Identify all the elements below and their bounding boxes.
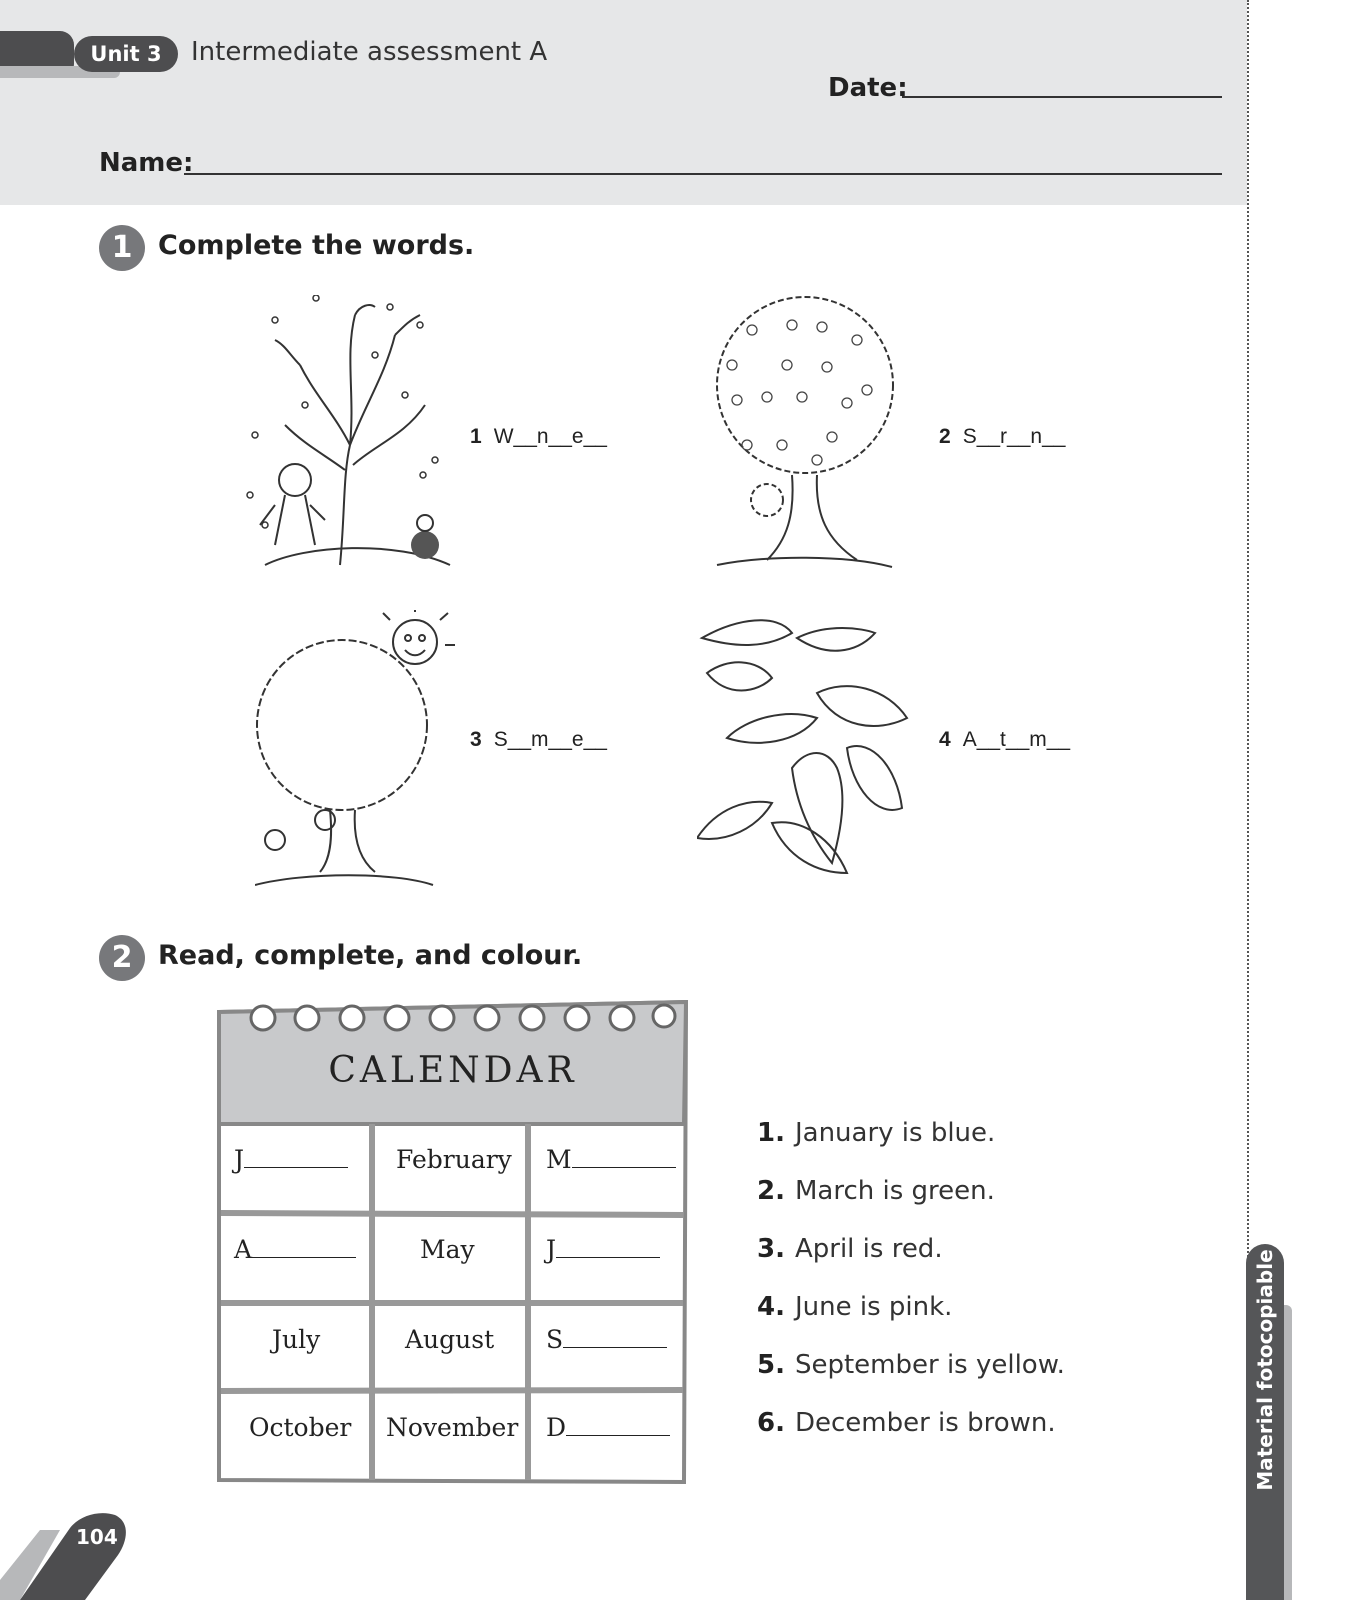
calendar-cell[interactable]: August	[405, 1325, 495, 1354]
word-item-2	[939, 425, 1065, 449]
word-item-text: S__r__n__	[962, 425, 1066, 448]
month-blank	[563, 1329, 667, 1348]
list-item-number: 4.	[757, 1292, 785, 1322]
autumn-leaves-icon	[697, 618, 912, 888]
calendar-cell[interactable]	[546, 1235, 660, 1264]
list-item-text: April is red.	[794, 1234, 943, 1264]
list-item-number: 1.	[757, 1118, 785, 1148]
month-letter: J	[546, 1235, 557, 1264]
exercise-2-number: 2	[99, 935, 145, 981]
exercise-1-instruction: Complete the words.	[158, 230, 475, 261]
list-item-text: December is brown.	[794, 1408, 1056, 1438]
spring-tree-icon	[707, 295, 907, 580]
summer-tree-icon	[255, 610, 455, 895]
word-item-text: A__t__m__	[962, 728, 1071, 751]
month-letter: A	[234, 1235, 253, 1264]
page-number: 104	[76, 1525, 118, 1549]
list-item	[757, 1118, 995, 1148]
name-label: Name:	[99, 148, 194, 178]
calendar-cell[interactable]: May	[420, 1235, 475, 1264]
word-item-number: 4	[939, 728, 951, 751]
exercise-1-number: 1	[99, 225, 145, 271]
page-number-tab	[0, 1510, 135, 1600]
side-tab-label: Material fotocopiable	[1253, 1249, 1277, 1491]
month-letter: S	[546, 1325, 564, 1354]
month-letter: J	[234, 1145, 245, 1174]
month-letter: M	[546, 1145, 572, 1174]
list-item-number: 2.	[757, 1176, 785, 1206]
month-blank	[252, 1239, 356, 1258]
date-label: Date:	[828, 73, 908, 103]
winter-tree-icon	[245, 295, 465, 580]
side-tab-shadow	[1284, 1305, 1292, 1600]
calendar	[216, 1000, 690, 1484]
calendar-cell[interactable]	[546, 1413, 670, 1442]
unit-label: Unit 3	[74, 36, 178, 72]
word-item-number: 2	[939, 425, 951, 448]
list-item	[757, 1350, 1065, 1380]
calendar-cell[interactable]: February	[396, 1145, 512, 1174]
calendar-cell[interactable]: November	[386, 1413, 519, 1442]
list-item	[757, 1176, 995, 1206]
word-item-text: W__n__e__	[493, 425, 607, 448]
date-field[interactable]	[902, 96, 1222, 98]
month-blank	[572, 1149, 676, 1168]
list-item-text: March is green.	[794, 1176, 995, 1206]
exercise-2-instruction: Read, complete, and colour.	[158, 940, 583, 971]
month-blank	[556, 1239, 660, 1258]
list-item-text: January is blue.	[794, 1118, 996, 1148]
calendar-cell[interactable]: October	[249, 1413, 352, 1442]
name-field[interactable]	[184, 173, 1222, 175]
calendar-cell[interactable]	[234, 1235, 356, 1264]
word-item-1	[470, 425, 607, 449]
word-item-number: 1	[470, 425, 482, 448]
word-item-4	[939, 728, 1070, 752]
list-item-text: June is pink.	[794, 1292, 953, 1322]
list-item-number: 6.	[757, 1408, 785, 1438]
word-item-3	[470, 728, 607, 752]
calendar-cell[interactable]	[546, 1325, 667, 1354]
month-letter: D	[546, 1413, 567, 1442]
list-item-text: September is yellow.	[794, 1350, 1065, 1380]
word-item-text: S__m__e__	[493, 728, 607, 751]
list-item	[757, 1234, 943, 1264]
list-item	[757, 1292, 952, 1322]
word-item-number: 3	[470, 728, 482, 751]
calendar-cell[interactable]	[234, 1145, 348, 1174]
list-item-number: 5.	[757, 1350, 785, 1380]
calendar-title: CALENDAR	[328, 1050, 578, 1091]
month-blank	[566, 1417, 670, 1436]
calendar-cell[interactable]	[546, 1145, 676, 1174]
list-item	[757, 1408, 1056, 1438]
calendar-cell[interactable]: July	[272, 1325, 321, 1354]
page-title: Intermediate assessment A	[191, 37, 548, 67]
list-item-number: 3.	[757, 1234, 785, 1264]
month-blank	[244, 1149, 348, 1168]
